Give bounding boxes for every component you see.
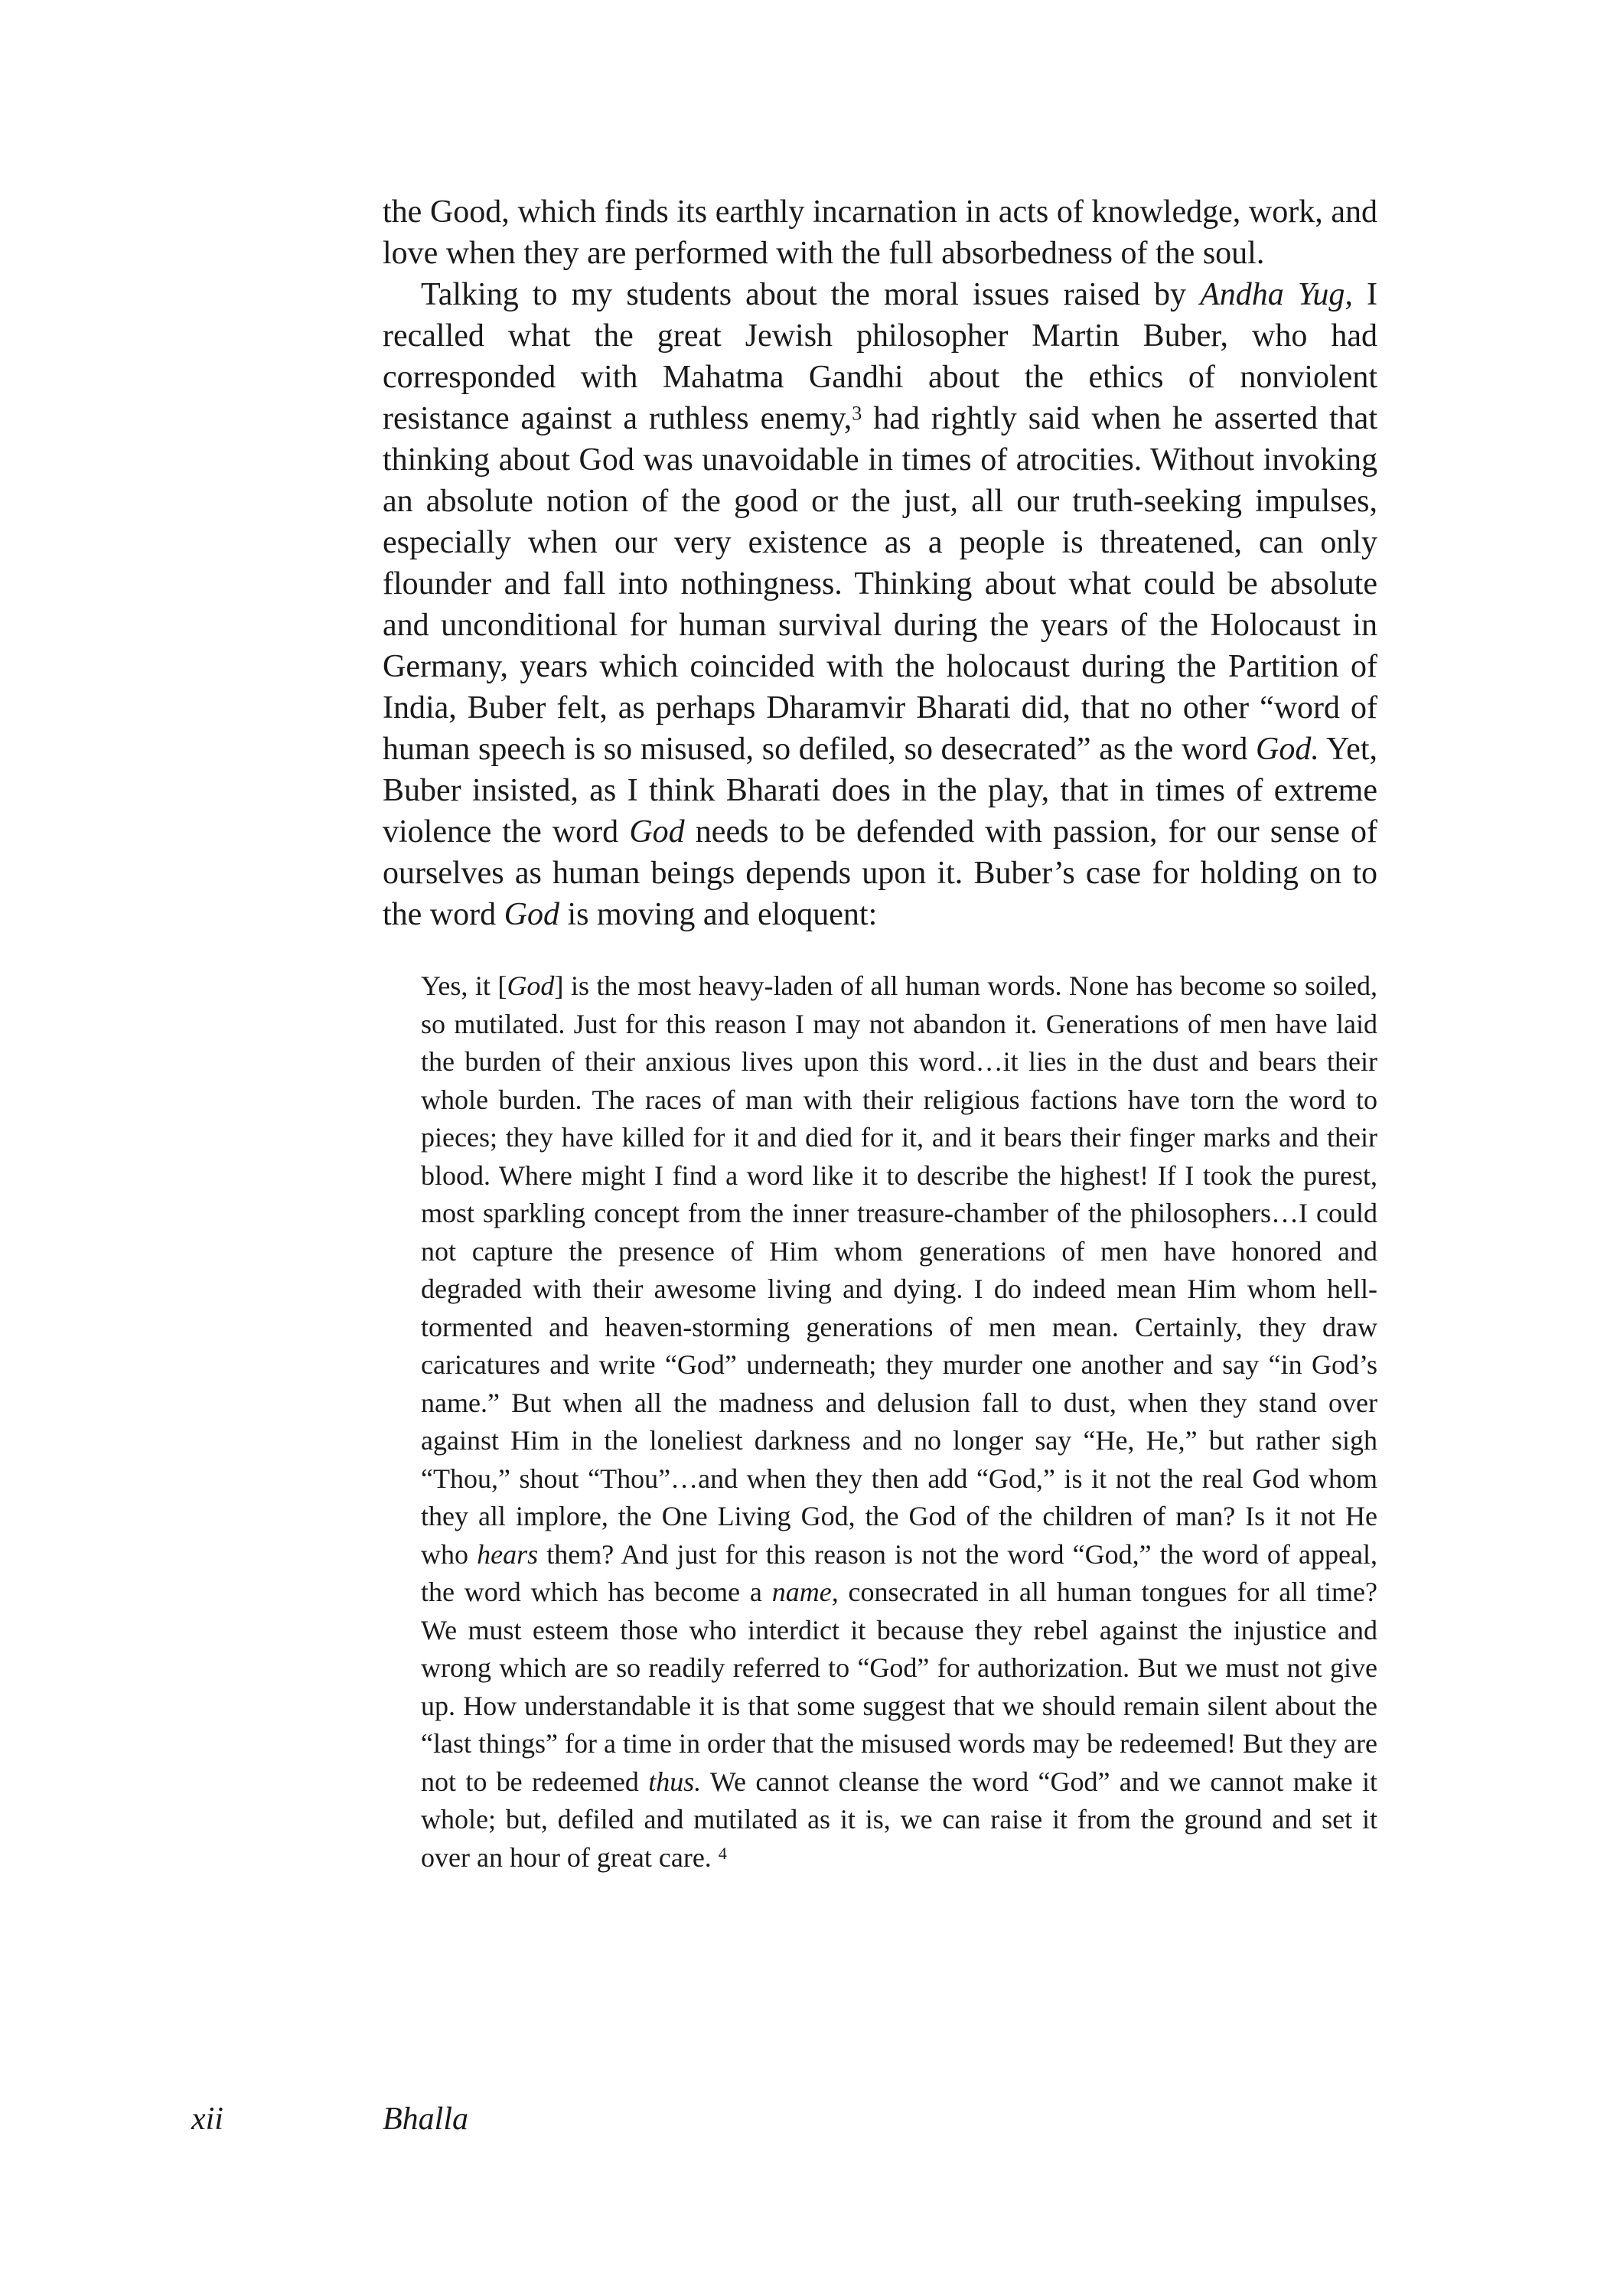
- main-text-column: [383, 191, 1377, 1877]
- page-number: xii: [191, 2102, 223, 2137]
- play-title: Andha Yug,: [1200, 277, 1353, 312]
- paragraph-andha-yug: [383, 274, 1377, 935]
- emphasis-god-3: God: [504, 897, 559, 932]
- paragraph-2-segment-1: Talking to my students about the moral issues raised by: [421, 277, 1201, 312]
- quote-emphasis-name: name,: [771, 1577, 839, 1607]
- running-footer-author: Bhalla: [383, 2102, 468, 2137]
- paragraph-2-segment-5: needs to be defended with passion, for our sense of ourselves as human beings depends upon it. Buber’s case for holding on to the word: [383, 814, 1377, 932]
- footnote-marker-4: 4: [718, 1843, 727, 1863]
- quote-emphasis-god: God: [507, 970, 555, 1001]
- quote-segment-4: consecrated in all human tongues for all time? We must esteem those who interdict it because they rebel against the injustice and wrong which are so readily referred to “God” for authorization. But we must not give up. How understandable it is that some suggest that we should remain silent about the “last things” for a time in order that the misused words may be redeemed! But they are not to be redeemed: [421, 1577, 1377, 1797]
- paragraph-2-segment-3: had rightly said when he asserted that thinking about God was unavoidable in times of atrocities. Without invoking an absolute notion of the good or the just, all our truth-seeking impulses, especially when our very existence as a people is threatened, can only flounder and fall into nothingness. Thinking about what could be absolute and unconditional for human survival during the years of the Holocaust in Germany, years which coincided with the holocaust during the Partition of India, Buber felt, as perhaps Dharamvir Bharati did, that no other “word of human speech is so misused, so defiled, so desecrated” as the word: [383, 401, 1377, 767]
- paragraph-2-segment-6: is moving and eloquent:: [559, 897, 878, 932]
- paragraph-1-text: the Good, which finds its earthly incarnation in acts of knowledge, work, and love when they are performed with the full absorbedness of the soul.: [383, 194, 1377, 271]
- emphasis-god-1: God.: [1256, 732, 1319, 767]
- emphasis-god-2: God: [629, 814, 685, 850]
- quote-segment-2: ] is the most heavy-laden of all human words. None has become so soiled, so mutilated. Just for this reason I may not abandon it. Generations of men have laid the burden of their anxious lives upon this word…it lies in the dust and bears their whole burden. The races of man with their religious factions have torn the word to pieces; they have killed for it and died for it, and it bears their finger marks and their blood. Where might I find a word like it to describe the highest! If I took the purest, most sparkling concept from the inner treasure-chamber of the philosophers…I could not capture the presence of Him whom generations of men have honored and degraded with their awesome living and dying. I do indeed mean Him whom hell-tormented and heaven-storming generations of men mean. Certainly, they draw caricatures and write “God” underneath; they murder one another and say “in God’s name.” But when all the madness and delusion fall to dust, when they stand over against Him in the loneliest darkness and no longer say “He, He,” but rather sigh “Thou,” shout “Thou”…and when they then add “God,” is it not the real God whom they all implore, the One Living God, the God of the children of man? Is it not He who: [421, 970, 1378, 1570]
- footnote-marker-3: 3: [852, 402, 862, 425]
- quote-emphasis-thus: thus.: [648, 1766, 702, 1797]
- quote-emphasis-hears: hears: [477, 1538, 539, 1570]
- buber-block-quote: [421, 967, 1377, 1877]
- quote-segment-5: We cannot cleanse the word “God” and we cannot make it whole; but, defiled and mutilated as it is, we can raise it from the ground and set it over an hour of great care.: [421, 1766, 1377, 1873]
- paragraph-2-segment-2: I recalled what the great Jewish philosopher Martin Buber, who had corresponded with Mahatma Gandhi about the ethics of nonviolent resistance against a ruthless enemy,: [383, 277, 1377, 436]
- quote-segment-3: them? And just for this reason is not the word “God,” the word of appeal, the word which has become a: [421, 1538, 1377, 1607]
- paragraph-2-segment-4: Yet, Buber insisted, as I think Bharati does in the play, that in times of extreme violence the word: [383, 732, 1377, 850]
- paragraph-continuation: [383, 191, 1377, 274]
- quote-segment-1: Yes, it [: [421, 970, 507, 1001]
